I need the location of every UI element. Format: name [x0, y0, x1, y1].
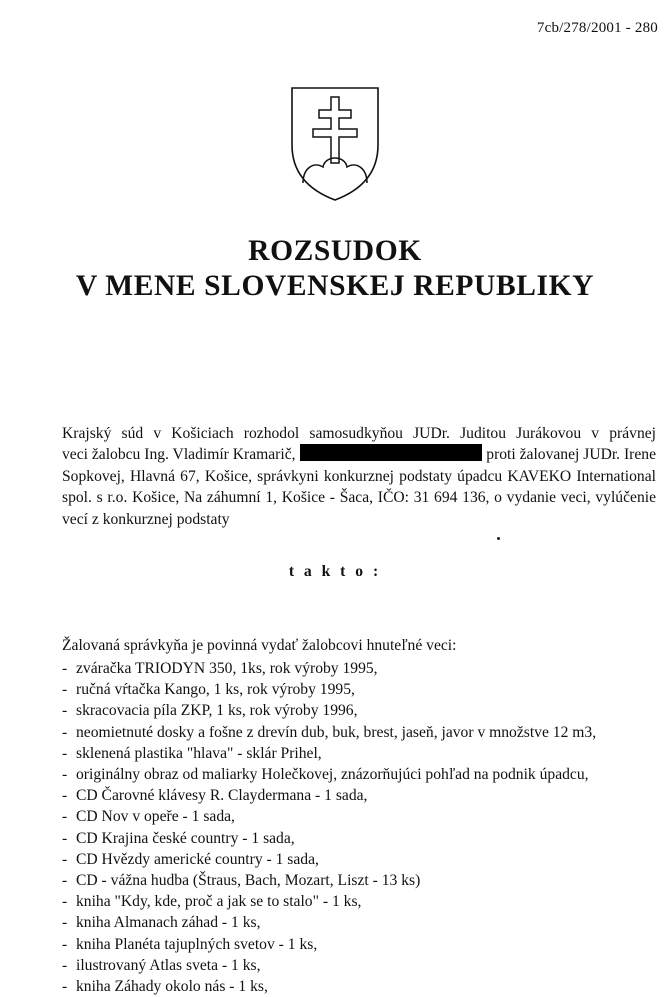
list-item	[62, 764, 596, 785]
list-item	[62, 806, 596, 827]
list-item	[62, 891, 596, 912]
intro-line: vecí z konkurznej podstaty	[62, 510, 230, 528]
intro-line: Krajský súd v Košiciach rozhodol samosudkyňou JUDr. Juditou Jurákovou v právnej	[62, 425, 656, 442]
intro-line-part: proti žalovanej JUDr. Irene	[486, 446, 656, 464]
intro-paragraph	[62, 423, 656, 530]
list-dash: -	[62, 935, 68, 953]
list-dash: -	[62, 872, 68, 890]
list-item	[62, 934, 596, 955]
list-dash: -	[62, 914, 68, 932]
redaction-bar	[300, 444, 483, 461]
verdict-heading: t a k t o :	[288, 563, 382, 580]
list-dash: -	[62, 702, 68, 720]
list-dash: -	[62, 893, 68, 911]
list-dash: -	[62, 808, 68, 826]
list-item-text: neomietnuté dosky a fošne z drevín dub, buk, brest, jaseň, javor v množstve 12 m3,	[76, 723, 597, 741]
list-item-text: kniha Planéta tajuplných svetov - 1 ks,	[76, 935, 318, 953]
list-item	[62, 976, 596, 997]
list-item-text: kniha Záhady okolo nás - 1 ks,	[76, 978, 268, 996]
list-dash: -	[62, 744, 68, 762]
case-reference: 7cb/278/2001 - 280	[536, 20, 658, 36]
intro-line: Sopkovej, Hlavná 67, Košice, správkyni konkurznej podstaty úpadcu KAVEKO International	[62, 467, 656, 485]
list-item	[62, 870, 596, 891]
list-dash: -	[62, 787, 68, 805]
list-item	[62, 785, 596, 806]
list-item-text: CD Hvězdy americké country - 1 sada,	[76, 850, 319, 868]
list-item-text: ilustrovaný Atlas sveta - 1 ks,	[76, 956, 261, 974]
list-item-text: CD Čarovné klávesy R. Claydermana - 1 sada,	[76, 787, 368, 805]
list-item	[62, 743, 596, 764]
list-item	[62, 722, 596, 743]
list-item-text: kniha "Kdy, kde, proč a jak se to stalo" - 1 ks,	[76, 893, 362, 911]
list-intro: Žalovaná správkyňa je povinná vydať žalobcovi hnuteľné veci:	[62, 637, 457, 654]
list-item-text: ručná vŕtačka Kango, 1 ks, rok výroby 1995,	[76, 681, 355, 699]
list-item	[62, 849, 596, 870]
document-subtitle: V MENE SLOVENSKEJ REPUBLIKY	[75, 270, 595, 302]
list-item	[62, 955, 596, 976]
list-dash: -	[62, 978, 68, 996]
list-item	[62, 912, 596, 933]
slovak-coat-of-arms-icon	[289, 85, 381, 203]
list-item	[62, 679, 596, 700]
list-item	[62, 828, 596, 849]
list-dash: -	[62, 829, 68, 847]
list-item-text: CD - vážna hudba (Štraus, Bach, Mozart, Liszt - 13 ks)	[76, 872, 421, 890]
intro-line: spol. s r.o. Košice, Na záhumní 1, Košice - Šaca, IČO: 31 694 136, o vydanie veci, vylúčenie	[62, 489, 656, 507]
list-item-text: CD Nov v opeře - 1 sada,	[76, 808, 235, 826]
list-item-text: zváračka TRIODYN 350, 1ks, rok výroby 1995,	[76, 660, 378, 677]
list-dash: -	[62, 681, 68, 699]
stray-mark	[497, 537, 500, 540]
list-dash: -	[62, 766, 68, 784]
intro-line	[62, 444, 656, 465]
list-item-text: originálny obraz od maliarky Holečkovej, znázorňujúci pohľad na podnik úpadcu,	[76, 766, 589, 784]
list-item-text: sklenená plastika "hlava" - sklár Prihel,	[76, 744, 322, 762]
list-dash: -	[62, 850, 68, 868]
list-dash: -	[62, 956, 68, 974]
list-item	[62, 658, 596, 679]
list-item-text: kniha Almanach záhad - 1 ks,	[76, 914, 261, 932]
items-list	[62, 658, 596, 997]
list-item	[62, 700, 596, 721]
list-item-text: skracovacia píla ZKP, 1 ks, rok výroby 1996,	[76, 702, 358, 720]
document-title: ROZSUDOK	[248, 235, 422, 267]
list-dash: -	[62, 660, 68, 677]
list-dash: -	[62, 723, 68, 741]
list-item-text: CD Krajina české country - 1 sada,	[76, 829, 295, 847]
intro-line-part: veci žalobcu Ing. Vladimír Kramarič,	[62, 446, 296, 464]
